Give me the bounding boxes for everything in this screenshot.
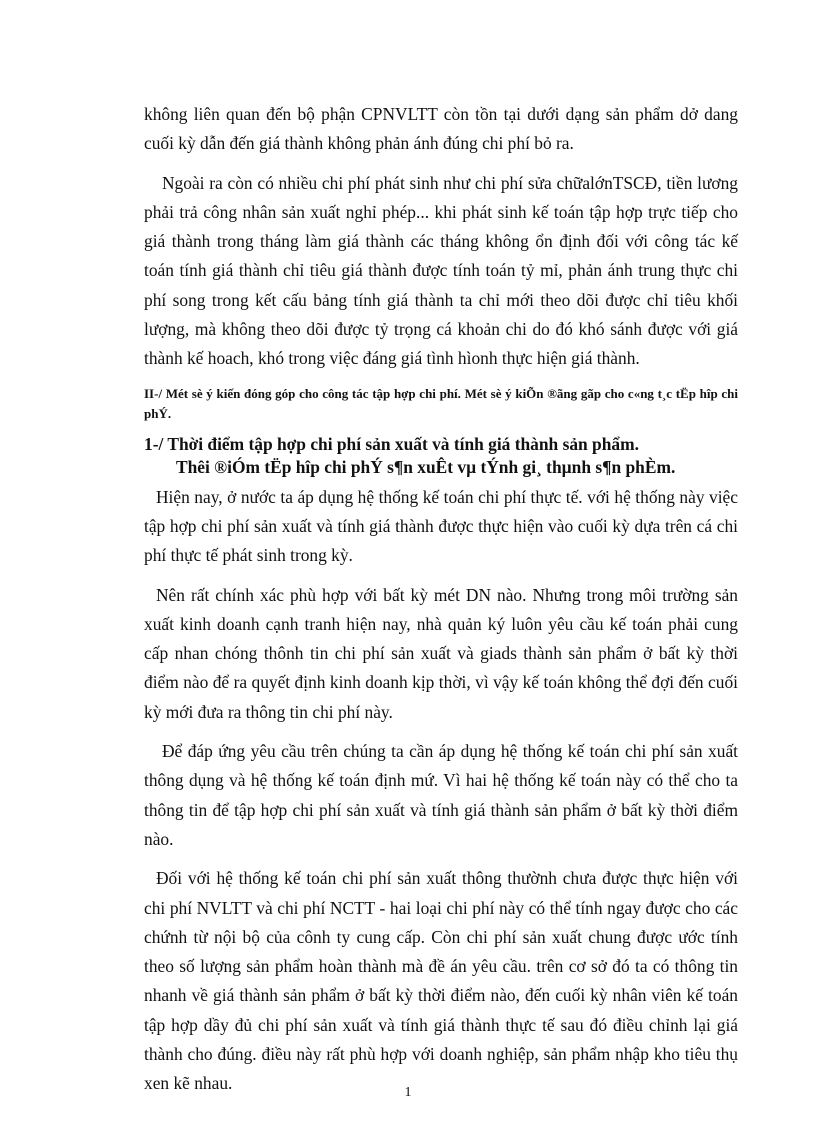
- page-number: 1: [404, 1085, 412, 1100]
- paragraph-other-costs: Ngoài ra còn có nhiều chi phí phát sinh như chi phí sửa chữalớnTSCĐ, tiền lương phải trả công nhân sản xuất nghỉ phép... khi phát sinh kế toán tập hợp trực tiếp cho giá thành trong tháng làm giá thành các tháng không ổn định đối với công tác kế toán tính giá thành chỉ tiêu giá thành được tính toán tỷ mỉ, phản ánh trung thực chi phí song trong kết cấu bảng tính giá thành ta chỉ mới theo dõi được chỉ tiêu khối lượng, mà không theo dõi được tỷ trọng cá khoản chi do đó khó sánh được với giá thành kế hoach, khó trong việc đáng giá tình hìonh thực hiện giá thành.: [144, 172, 738, 369]
- paragraph-normal-system: Đối với hệ thống kế toán chi phí sản xuất thông thườnh chưa được thực hiện với chi phí NVLTT và chi phí NCTT - hai loại chi phí này có thể tính ngay được cho các chứnh từ nội bộ của cônh ty cung cấp. Còn chi phí sản xuất chung được ước tính theo số lượng sản phẩm hoàn thành mà đề án yêu cầu. trên cơ sở đó ta có thông tin nhanh về giá thành sản phẩm ở bất kỳ thời điểm nào, đến cuối kỳ nhân viên kế toán tập hợp dầy đủ chi phí sản xuất và tính giá thành thực tế sau đó điều chỉnh lại giá thành cho đúng. điều này rất phù hợp với doanh nghiệp, sản phẩm nhập kho tiêu thụ xen kẽ nhau.: [144, 868, 738, 1094]
- section-heading-1: [144, 433, 738, 479]
- paragraph-requirements: Để đáp ứng yêu cầu trên chúng ta cần áp dụng hệ thống kế toán chi phí sản xuất thông dụng và hệ thống kế toán định mứ. Vì hai hệ thống kế toán này có thể cho ta thông tin để tập hợp chi phí sản xuất và tính giá thành sản phẩm ở bất kỳ thời điểm nào.: [144, 741, 738, 849]
- section-heading-ii: II-/ Mét sè ý kiến đóng góp cho công tác tập hợp chi phí. Mét sè ý kiÕn ®ãng gãp cho c«ng t¸c tËp hîp chi phÝ.: [144, 385, 738, 421]
- paragraph-continuation: không liên quan đến bộ phận CPNVLTT còn tồn tại dưới dạng sản phẩm dở dang cuối kỳ dẫn đến giá thành không phản ánh đúng chi phí bỏ ra.: [144, 104, 738, 154]
- section-heading-1-subtitle: Thêi ®iÓm tËp hîp chi phÝ s¶n xuÊt vµ tÝnh gi¸ thµnh s¶n phÈm.: [176, 456, 676, 477]
- section-heading-1-title: 1-/ Thời điểm tập hợp chi phí sản xuất và tính giá thành sản phẩm.: [144, 433, 639, 454]
- paragraph-accuracy: Nên rất chính xác phù hợp với bất kỳ mét DN nào. Nhưng trong môi trường sản xuất kinh doanh cạnh tranh hiện nay, nhà quản ký luôn yêu cầu kế toán phải cung cấp nhan chóng thônh tin chi phí sản xuất và giads thành sản phẩm ở bất kỳ thời điểm nào để ra quyết định kinh doanh kịp thời, vì vậy kế toán không thể đợi đến cuối kỳ mới đưa ra thông tin chi phí này.: [144, 584, 738, 722]
- document-body: [144, 100, 738, 1099]
- paragraph-current-system: Hiện nay, ở nước ta áp dụng hệ thống kế toán chi phí thực tế. với hệ thống này việc tập hợp chi phí sản xuất và tính giá thành được thực hiện vào cuối kỳ dựa trên cá chi phí thực tế phát sinh trong kỳ.: [144, 486, 738, 566]
